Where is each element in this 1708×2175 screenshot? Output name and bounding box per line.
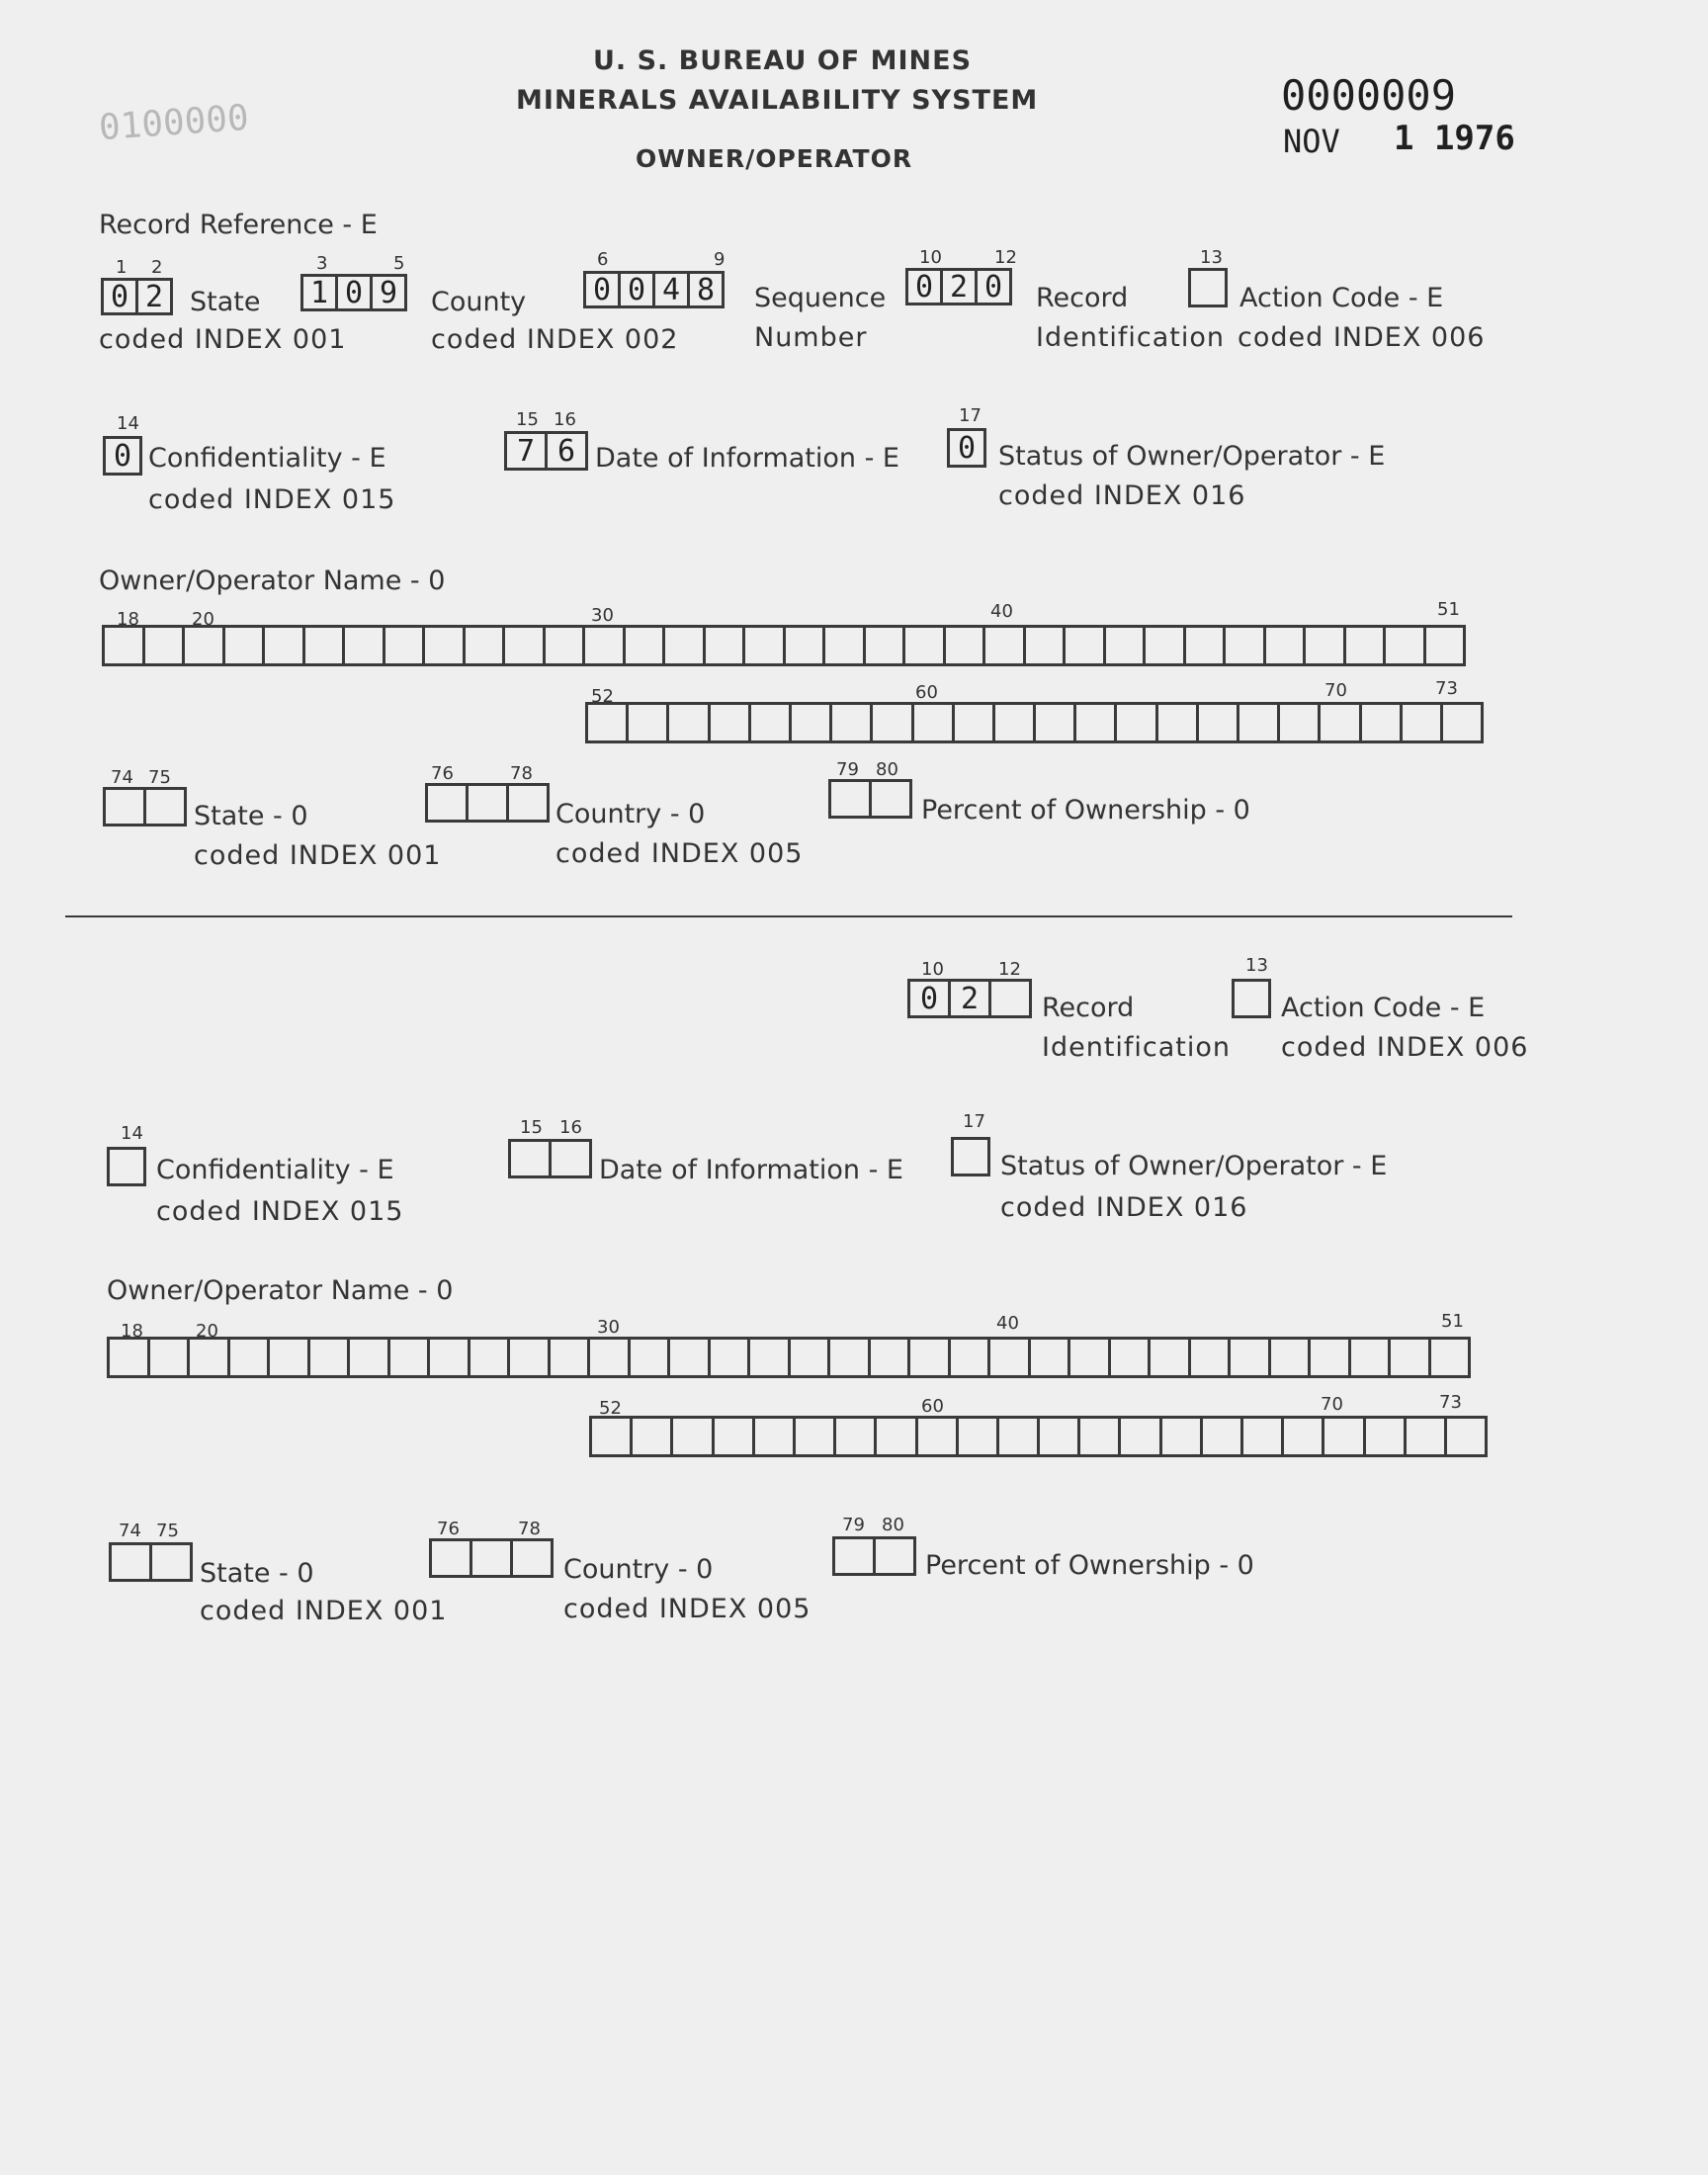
col-num: 2 bbox=[151, 257, 163, 278]
name-char-box[interactable] bbox=[1281, 1416, 1324, 1457]
name-char-box[interactable] bbox=[956, 1416, 999, 1457]
stamp-date-day-year: 1 1976 bbox=[1394, 119, 1515, 158]
record-id-label: Record bbox=[1036, 283, 1129, 313]
name-char-box[interactable] bbox=[992, 702, 1036, 743]
name-char-box[interactable] bbox=[1028, 1337, 1071, 1378]
owner-name-label: Owner/Operator Name - 0 bbox=[99, 566, 446, 596]
name-char-box[interactable] bbox=[1068, 1337, 1111, 1378]
col-num: 13 bbox=[1200, 247, 1223, 268]
name-char-box[interactable] bbox=[793, 1416, 836, 1457]
col-num: 79 bbox=[842, 1515, 865, 1535]
name-char-box[interactable] bbox=[662, 625, 706, 666]
name-char-box[interactable] bbox=[182, 625, 225, 666]
name-char-box[interactable] bbox=[1108, 1337, 1152, 1378]
code-box[interactable]: 2 bbox=[940, 268, 978, 305]
state2-boxes bbox=[109, 1542, 190, 1582]
sequence-label: Sequence bbox=[754, 283, 887, 313]
col-num: 75 bbox=[148, 767, 171, 788]
name-char-box[interactable] bbox=[587, 1337, 631, 1378]
name-char-box[interactable] bbox=[1363, 1416, 1407, 1457]
name-char-box[interactable] bbox=[589, 1416, 633, 1457]
col-num: 76 bbox=[431, 763, 454, 784]
county-label: County bbox=[431, 287, 527, 317]
name-char-box[interactable] bbox=[1404, 1416, 1447, 1457]
col-num: 17 bbox=[963, 1111, 985, 1132]
name-char-box[interactable] bbox=[585, 702, 629, 743]
name-char-box[interactable] bbox=[468, 1337, 511, 1378]
name-char-box[interactable] bbox=[1033, 702, 1076, 743]
name-char-box[interactable] bbox=[427, 1337, 470, 1378]
name-char-box[interactable] bbox=[307, 1337, 351, 1378]
col-num: 9 bbox=[714, 249, 726, 270]
code-box[interactable]: 7 bbox=[504, 431, 548, 471]
code-box[interactable] bbox=[429, 1538, 472, 1578]
col-num: 73 bbox=[1435, 678, 1458, 699]
col-num: 52 bbox=[591, 686, 614, 707]
col-num: 60 bbox=[921, 1396, 944, 1417]
name-char-box[interactable] bbox=[712, 1416, 755, 1457]
name-char-box[interactable] bbox=[982, 625, 1026, 666]
col-num: 74 bbox=[119, 1521, 141, 1541]
owner-name-row1 bbox=[107, 1337, 1468, 1378]
name-char-box[interactable] bbox=[788, 1337, 831, 1378]
name-char-box[interactable] bbox=[948, 1337, 991, 1378]
name-char-box[interactable] bbox=[1322, 1416, 1365, 1457]
record-id-sub: Identification bbox=[1042, 1032, 1232, 1063]
name-char-box[interactable] bbox=[943, 625, 986, 666]
col-num: 70 bbox=[1321, 1394, 1343, 1415]
name-char-box[interactable] bbox=[548, 1337, 591, 1378]
name-char-box[interactable] bbox=[752, 1416, 796, 1457]
col-num: 52 bbox=[599, 1398, 622, 1419]
date-info-label: Date of Information - E bbox=[599, 1155, 903, 1185]
code-box[interactable] bbox=[506, 783, 550, 823]
code-box[interactable] bbox=[549, 1139, 592, 1178]
col-num: 30 bbox=[591, 605, 614, 626]
name-char-box[interactable] bbox=[1318, 702, 1361, 743]
code-box[interactable] bbox=[988, 979, 1032, 1018]
name-char-box[interactable] bbox=[1277, 702, 1321, 743]
status-label: Status of Owner/Operator - E bbox=[998, 441, 1386, 472]
name-char-box[interactable] bbox=[543, 625, 586, 666]
name-char-box[interactable] bbox=[302, 625, 346, 666]
code-box[interactable] bbox=[425, 783, 469, 823]
col-num: 1 bbox=[116, 257, 128, 278]
code-box[interactable] bbox=[508, 1139, 552, 1178]
header-agency: U. S. BUREAU OF MINES bbox=[593, 45, 973, 76]
code-box[interactable] bbox=[466, 783, 509, 823]
name-char-box[interactable] bbox=[703, 625, 746, 666]
name-char-box[interactable] bbox=[789, 702, 832, 743]
name-char-box[interactable] bbox=[1237, 702, 1280, 743]
name-char-box[interactable] bbox=[1228, 1337, 1271, 1378]
name-char-box[interactable] bbox=[1440, 702, 1484, 743]
name-char-box[interactable] bbox=[463, 625, 506, 666]
name-char-box[interactable] bbox=[1077, 1416, 1121, 1457]
action-code-box[interactable] bbox=[1188, 268, 1228, 307]
name-char-box[interactable] bbox=[915, 1416, 959, 1457]
state2-sub: coded INDEX 001 bbox=[200, 1596, 448, 1626]
code-box[interactable] bbox=[828, 779, 872, 819]
code-box[interactable]: 0 bbox=[905, 268, 943, 305]
col-num: 70 bbox=[1324, 680, 1347, 701]
code-box[interactable]: 9 bbox=[370, 274, 407, 311]
record-id-code-boxes bbox=[905, 268, 1009, 305]
name-char-box[interactable] bbox=[342, 625, 385, 666]
name-char-box[interactable] bbox=[142, 625, 186, 666]
col-num: 3 bbox=[316, 253, 328, 274]
col-num: 78 bbox=[510, 763, 533, 784]
name-char-box[interactable] bbox=[1118, 1416, 1161, 1457]
state2-sub: coded INDEX 001 bbox=[194, 840, 442, 871]
name-char-box[interactable] bbox=[827, 1337, 871, 1378]
name-char-box[interactable] bbox=[1155, 702, 1199, 743]
confidentiality-box[interactable]: 0 bbox=[103, 436, 142, 476]
owner-name-row2 bbox=[585, 702, 1481, 743]
col-num: 15 bbox=[520, 1117, 543, 1138]
name-char-box[interactable] bbox=[833, 1416, 877, 1457]
name-char-box[interactable] bbox=[742, 625, 786, 666]
name-char-box[interactable] bbox=[987, 1337, 1031, 1378]
col-num: 20 bbox=[196, 1321, 218, 1342]
code-box[interactable] bbox=[109, 1542, 152, 1582]
stamp-number: 0000009 bbox=[1281, 71, 1457, 120]
status-sub: coded INDEX 016 bbox=[1000, 1192, 1248, 1223]
col-num: 51 bbox=[1441, 1311, 1464, 1332]
name-char-box[interactable] bbox=[1183, 625, 1227, 666]
action-code-label: Action Code - E bbox=[1239, 283, 1444, 313]
code-box[interactable]: 1 bbox=[300, 274, 338, 311]
col-num: 12 bbox=[998, 959, 1021, 980]
name-char-box[interactable] bbox=[1444, 1416, 1488, 1457]
county-code-boxes bbox=[300, 274, 404, 311]
col-num: 10 bbox=[919, 247, 942, 268]
name-char-box[interactable] bbox=[107, 1337, 150, 1378]
col-num: 30 bbox=[597, 1317, 620, 1338]
col-num: 18 bbox=[121, 1321, 143, 1342]
percent-boxes bbox=[832, 1536, 913, 1576]
name-char-box[interactable] bbox=[1159, 1416, 1203, 1457]
name-char-box[interactable] bbox=[147, 1337, 191, 1378]
country-sub: coded INDEX 005 bbox=[555, 838, 804, 869]
col-num: 15 bbox=[516, 409, 539, 430]
code-box[interactable] bbox=[103, 787, 146, 826]
confidentiality-label: Confidentiality - E bbox=[148, 443, 386, 474]
name-char-box[interactable] bbox=[667, 1337, 711, 1378]
code-box[interactable]: 0 bbox=[975, 268, 1012, 305]
code-box[interactable] bbox=[869, 779, 912, 819]
name-char-box[interactable] bbox=[1303, 625, 1346, 666]
sequence-sub: Number bbox=[754, 322, 868, 353]
name-char-box[interactable] bbox=[628, 1337, 671, 1378]
status-label: Status of Owner/Operator - E bbox=[1000, 1151, 1388, 1181]
name-char-box[interactable] bbox=[1073, 702, 1117, 743]
name-char-box[interactable] bbox=[262, 625, 305, 666]
name-char-box[interactable] bbox=[1143, 625, 1186, 666]
col-num: 10 bbox=[921, 959, 944, 980]
code-box[interactable]: 8 bbox=[687, 271, 725, 308]
confidentiality-sub: coded INDEX 015 bbox=[156, 1196, 404, 1227]
name-char-box[interactable] bbox=[670, 1416, 714, 1457]
name-char-box[interactable] bbox=[911, 702, 955, 743]
state2-boxes bbox=[103, 787, 184, 826]
state2-label: State - 0 bbox=[200, 1558, 314, 1589]
col-num: 74 bbox=[111, 767, 133, 788]
name-char-box[interactable] bbox=[1200, 1416, 1243, 1457]
action-code-sub: coded INDEX 006 bbox=[1238, 322, 1486, 353]
col-num: 14 bbox=[117, 413, 139, 434]
code-box[interactable]: 2 bbox=[135, 278, 173, 315]
name-char-box[interactable] bbox=[1103, 625, 1147, 666]
code-box[interactable]: 0 bbox=[583, 271, 621, 308]
name-char-box[interactable] bbox=[952, 702, 995, 743]
name-char-box[interactable] bbox=[748, 702, 792, 743]
col-num: 20 bbox=[192, 609, 214, 630]
code-box[interactable] bbox=[149, 1542, 193, 1582]
col-num: 18 bbox=[117, 609, 139, 630]
record-id-code-boxes bbox=[907, 979, 1029, 1018]
name-char-box[interactable] bbox=[1423, 625, 1467, 666]
name-char-box[interactable] bbox=[863, 625, 906, 666]
percent-boxes bbox=[828, 779, 909, 819]
name-char-box[interactable] bbox=[1383, 625, 1426, 666]
name-char-box[interactable] bbox=[626, 702, 669, 743]
name-char-box[interactable] bbox=[1114, 702, 1157, 743]
name-char-box[interactable] bbox=[902, 625, 946, 666]
sequence-code-boxes bbox=[583, 271, 722, 308]
state-sub: coded INDEX 001 bbox=[99, 324, 347, 355]
name-char-box[interactable] bbox=[1428, 1337, 1472, 1378]
name-char-box[interactable] bbox=[829, 702, 873, 743]
name-char-box[interactable] bbox=[1268, 1337, 1312, 1378]
date-info-boxes bbox=[508, 1139, 589, 1178]
section-divider bbox=[65, 915, 1512, 917]
name-char-box[interactable] bbox=[347, 1337, 390, 1378]
code-box[interactable]: 4 bbox=[652, 271, 690, 308]
state-code-boxes bbox=[101, 278, 170, 315]
code-box[interactable]: 6 bbox=[545, 431, 588, 471]
code-box[interactable] bbox=[470, 1538, 513, 1578]
name-char-box[interactable] bbox=[1308, 1337, 1351, 1378]
header-system: MINERALS AVAILABILITY SYSTEM bbox=[516, 85, 1039, 116]
action-code-box[interactable] bbox=[1232, 979, 1271, 1018]
name-char-box[interactable] bbox=[708, 702, 751, 743]
state2-label: State - 0 bbox=[194, 801, 308, 831]
confidentiality-box[interactable] bbox=[107, 1147, 146, 1186]
name-char-box[interactable] bbox=[666, 702, 710, 743]
name-char-box[interactable] bbox=[1343, 625, 1387, 666]
name-char-box[interactable] bbox=[267, 1337, 310, 1378]
code-box[interactable] bbox=[143, 787, 187, 826]
col-num: 12 bbox=[994, 247, 1017, 268]
col-num: 14 bbox=[121, 1123, 143, 1144]
name-char-box[interactable] bbox=[1388, 1337, 1431, 1378]
code-box[interactable] bbox=[510, 1538, 554, 1578]
name-char-box[interactable] bbox=[1023, 625, 1067, 666]
name-char-box[interactable] bbox=[1063, 625, 1106, 666]
name-char-box[interactable] bbox=[187, 1337, 230, 1378]
status-box[interactable] bbox=[951, 1137, 990, 1176]
form-title: OWNER/OPERATOR bbox=[636, 144, 913, 173]
name-char-box[interactable] bbox=[422, 625, 466, 666]
col-num: 5 bbox=[393, 253, 405, 274]
col-num: 80 bbox=[882, 1515, 904, 1535]
code-box[interactable]: 0 bbox=[101, 278, 138, 315]
date-info-boxes bbox=[504, 431, 585, 471]
country-boxes bbox=[425, 783, 547, 823]
code-box[interactable] bbox=[873, 1536, 916, 1576]
name-char-box[interactable] bbox=[1196, 702, 1239, 743]
name-char-box[interactable] bbox=[1223, 625, 1266, 666]
name-char-box[interactable] bbox=[1037, 1416, 1080, 1457]
name-char-box[interactable] bbox=[222, 625, 266, 666]
name-char-box[interactable] bbox=[747, 1337, 791, 1378]
name-char-box[interactable] bbox=[1148, 1337, 1191, 1378]
col-num: 16 bbox=[554, 409, 576, 430]
name-char-box[interactable] bbox=[623, 625, 666, 666]
record-reference-label: Record Reference - E bbox=[99, 210, 378, 240]
owner-name-label: Owner/Operator Name - 0 bbox=[107, 1275, 454, 1306]
record-id-label: Record bbox=[1042, 993, 1135, 1023]
name-char-box[interactable] bbox=[874, 1416, 917, 1457]
name-char-box[interactable] bbox=[227, 1337, 271, 1378]
code-box[interactable]: 0 bbox=[335, 274, 373, 311]
code-box[interactable]: 2 bbox=[948, 979, 991, 1018]
name-char-box[interactable] bbox=[822, 625, 866, 666]
col-num: 6 bbox=[597, 249, 609, 270]
action-code-label: Action Code - E bbox=[1281, 993, 1486, 1023]
country-label: Country - 0 bbox=[563, 1554, 714, 1585]
col-num: 80 bbox=[876, 759, 898, 780]
percent-label: Percent of Ownership - 0 bbox=[921, 795, 1250, 826]
name-char-box[interactable] bbox=[383, 625, 426, 666]
name-char-box[interactable] bbox=[502, 625, 546, 666]
col-num: 78 bbox=[518, 1519, 541, 1539]
country-label: Country - 0 bbox=[555, 799, 706, 829]
code-box[interactable]: 0 bbox=[618, 271, 655, 308]
name-char-box[interactable] bbox=[996, 1416, 1040, 1457]
col-num: 76 bbox=[437, 1519, 460, 1539]
action-code-sub: coded INDEX 006 bbox=[1281, 1032, 1529, 1063]
name-char-box[interactable] bbox=[1263, 625, 1307, 666]
name-char-box[interactable] bbox=[387, 1337, 431, 1378]
stamp-date-month: NOV bbox=[1283, 123, 1340, 160]
county-sub: coded INDEX 002 bbox=[431, 324, 679, 355]
status-box[interactable]: 0 bbox=[947, 428, 986, 468]
state-label: State bbox=[190, 287, 261, 317]
name-char-box[interactable] bbox=[582, 625, 626, 666]
name-char-box[interactable] bbox=[868, 1337, 911, 1378]
confidentiality-sub: coded INDEX 015 bbox=[148, 484, 396, 515]
country-sub: coded INDEX 005 bbox=[563, 1594, 811, 1624]
col-num: 75 bbox=[156, 1521, 179, 1541]
faded-stamp-number: 0100000 bbox=[97, 97, 250, 149]
code-box[interactable] bbox=[832, 1536, 876, 1576]
name-char-box[interactable] bbox=[708, 1337, 751, 1378]
col-num: 16 bbox=[559, 1117, 582, 1138]
col-num: 40 bbox=[996, 1313, 1019, 1334]
col-num: 73 bbox=[1439, 1392, 1462, 1413]
name-char-box[interactable] bbox=[907, 1337, 951, 1378]
name-char-box[interactable] bbox=[870, 702, 913, 743]
country-boxes bbox=[429, 1538, 551, 1578]
col-num: 13 bbox=[1245, 955, 1268, 976]
name-char-box[interactable] bbox=[1240, 1416, 1284, 1457]
owner-name-row2 bbox=[589, 1416, 1485, 1457]
name-char-box[interactable] bbox=[1400, 702, 1443, 743]
col-num: 79 bbox=[836, 759, 859, 780]
confidentiality-label: Confidentiality - E bbox=[156, 1155, 394, 1185]
code-box[interactable]: 0 bbox=[907, 979, 951, 1018]
col-num: 60 bbox=[915, 682, 938, 703]
name-char-box[interactable] bbox=[507, 1337, 551, 1378]
name-char-box[interactable] bbox=[1359, 702, 1403, 743]
percent-label: Percent of Ownership - 0 bbox=[925, 1550, 1254, 1581]
name-char-box[interactable] bbox=[102, 625, 145, 666]
name-char-box[interactable] bbox=[1188, 1337, 1232, 1378]
name-char-box[interactable] bbox=[783, 625, 826, 666]
col-num: 51 bbox=[1437, 599, 1460, 620]
col-num: 40 bbox=[990, 601, 1013, 622]
status-sub: coded INDEX 016 bbox=[998, 480, 1246, 511]
owner-name-row1 bbox=[102, 625, 1463, 666]
record-id-sub: Identification bbox=[1036, 322, 1226, 353]
date-info-label: Date of Information - E bbox=[595, 443, 899, 474]
name-char-box[interactable] bbox=[630, 1416, 673, 1457]
col-num: 17 bbox=[959, 405, 982, 426]
name-char-box[interactable] bbox=[1348, 1337, 1392, 1378]
